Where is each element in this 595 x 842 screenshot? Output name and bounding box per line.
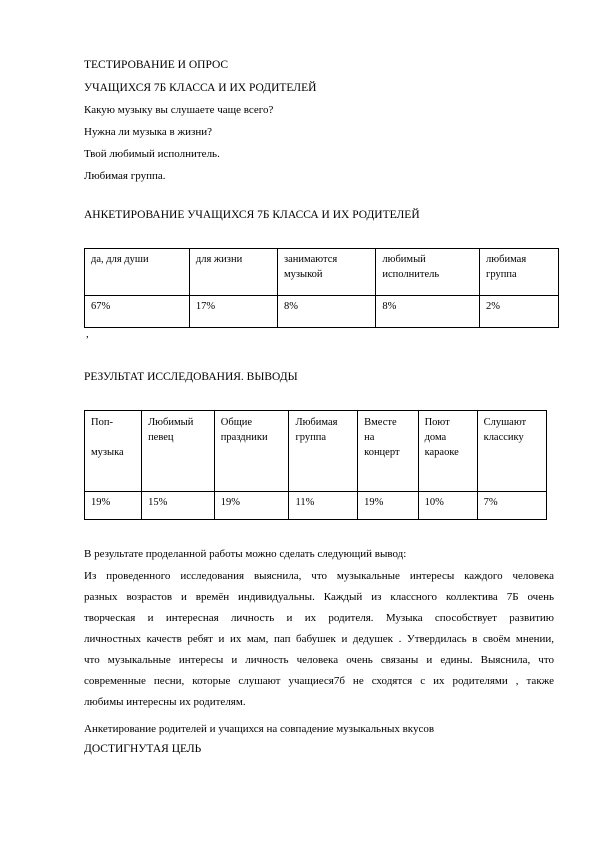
survey-value: 8% (376, 296, 480, 328)
survey-value: 17% (189, 296, 277, 328)
survey-title: АНКЕТИРОВАНИЕ УЧАЩИХСЯ 7Б КЛАССА И ИХ РОДИТЕЛЕЙ (84, 209, 420, 221)
results-value: 15% (142, 492, 215, 520)
results-title: РЕЗУЛЬТАТ ИССЛЕДОВАНИЯ. ВЫВОДЫ (84, 371, 298, 383)
paragraph-line: любимы интересны их родителям. (84, 696, 246, 708)
question-3: Твой любимый исполнитель. (84, 148, 220, 160)
results-value: 19% (358, 492, 418, 520)
survey-table (84, 248, 559, 328)
results-header: Поют дома караоке (418, 411, 477, 492)
survey-header: любимый исполнитель (376, 249, 480, 296)
paragraph-line: творческая и интересная личность и их родителя. Музыка способствует развитию (84, 612, 554, 624)
results-header: Поп- музыка (85, 411, 142, 492)
paragraph-line: современные песни, которые слушают учащиеся7б не сходятся с их родителями , также (84, 675, 554, 687)
paragraph-line: разных возрастов и времён индивидуальны. Каждый из классного коллектива 7Б очень (84, 591, 554, 603)
results-value: 11% (289, 492, 358, 520)
final-line: Анкетирование родителей и учащихся на совпадение музыкальных вкусов (84, 723, 435, 735)
results-value: 7% (477, 492, 546, 520)
survey-header: для жизни (189, 249, 277, 296)
survey-value: 8% (278, 296, 376, 328)
results-header: Общие праздники (214, 411, 289, 492)
results-header: Слушают классику (477, 411, 546, 492)
conclusion-intro: В результате проделанной работы можно сделать следующий вывод: (84, 548, 407, 560)
paragraph-line: Из проведенного исследования выяснила, что музыкальные интересы каждого человека (84, 570, 554, 582)
paragraph-line: личностных качеств ребят и их мам, пап бабушек и дедушек . Утвердилась в своём мнении, (84, 633, 554, 645)
results-table (84, 410, 547, 520)
survey-header: занимаются музыкой (278, 249, 376, 296)
results-value: 10% (418, 492, 477, 520)
paragraph-line: что музыкальные интересы и личность человека очень связаны и едины. Выяснила, что (84, 654, 554, 666)
results-header: Вместе на концерт (358, 411, 418, 492)
goal-heading: ДОСТИГНУТАЯ ЦЕЛЬ (84, 743, 202, 755)
heading-students: УЧАЩИХСЯ 7Б КЛАССА И ИХ РОДИТЕЛЕЙ (84, 82, 317, 94)
question-2: Нужна ли музыка в жизни? (84, 126, 212, 138)
results-value: 19% (85, 492, 142, 520)
results-header: Любимый певец (142, 411, 215, 492)
stray-comma: , (86, 328, 89, 340)
survey-header: любимая группа (480, 249, 559, 296)
results-value: 19% (214, 492, 289, 520)
conclusion-paragraph (84, 566, 554, 713)
results-header: Любимая группа (289, 411, 358, 492)
survey-value: 2% (480, 296, 559, 328)
heading-testing: ТЕСТИРОВАНИЕ И ОПРОС (84, 59, 229, 71)
question-4: Любимая группа. (84, 170, 166, 182)
survey-value: 67% (85, 296, 190, 328)
survey-header: да, для души (85, 249, 190, 296)
question-1: Какую музыку вы слушаете чаще всего? (84, 104, 274, 116)
